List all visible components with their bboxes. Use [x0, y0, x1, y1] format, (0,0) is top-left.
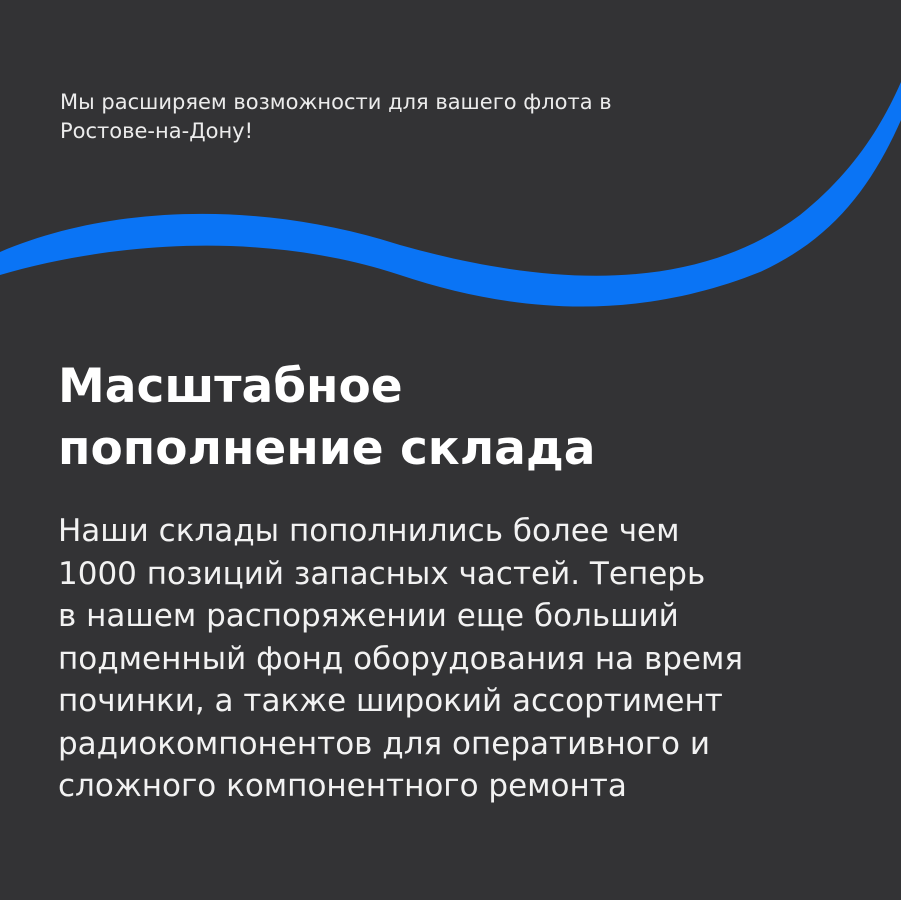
body-text: Наши склады пополнились более чем 1000 позиций запасных частей. Теперь в нашем распоряжении еще больший подменный фонд оборудования на время починки, а также широкий ассортимент радиокомпонентов для оперативного и сложного компонентного ремонта: [58, 513, 743, 804]
headline: Масштабное пополнение склада: [58, 359, 596, 476]
intro-text: Мы расширяем возможности для вашего флота в Ростове-на-Дону!: [60, 90, 612, 143]
